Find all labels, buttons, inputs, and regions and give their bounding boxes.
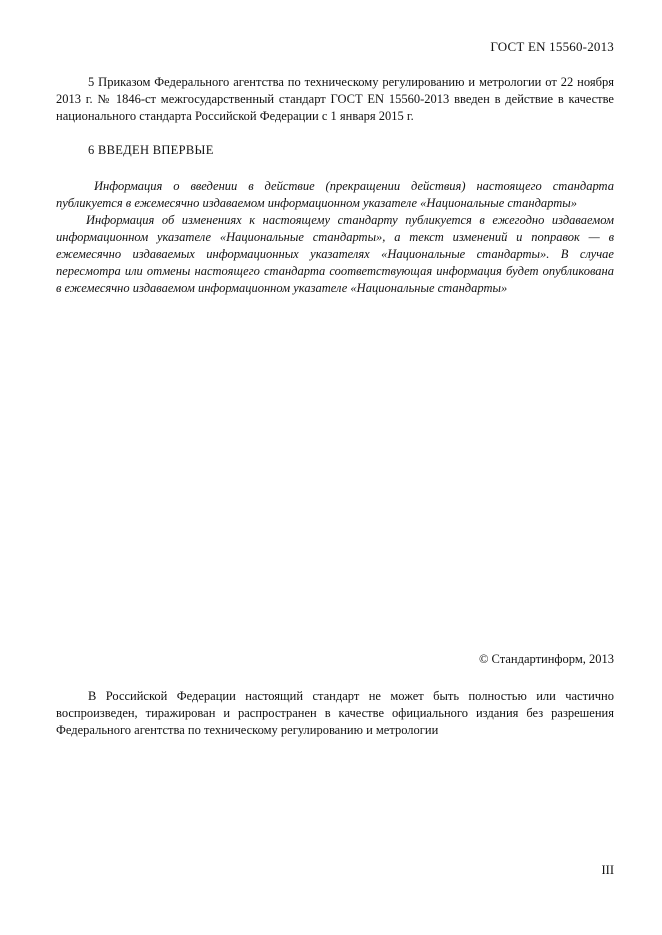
info-paragraph-introduction: Информация о введении в действие (прекращении действия) настоящего стандарта публикуется в ежемесячно издаваемом информационном указателе «Национальные стандарты» bbox=[56, 179, 614, 210]
copyright-notice: © Стандартинформ, 2013 bbox=[478, 652, 614, 666]
item-5-paragraph: 5 Приказом Федерального агентства по техническому регулированию и метрологии от 22 ноября 2013 г. № 1846-ст межгосударственный стандарт ГОСТ EN 15560-2013 введен в действие в качестве национального стандарта Российской Федерации с 1 января 2015 г. bbox=[56, 75, 614, 123]
item-6-paragraph: 6 ВВЕДЕН ВПЕРВЫЕ bbox=[88, 143, 214, 157]
page-number: III bbox=[601, 863, 614, 877]
info-section bbox=[56, 178, 614, 297]
reproduction-restriction-paragraph: В Российской Федерации настоящий стандарт не может быть полностью или частично воспроизведен, тиражирован и распространен в качестве официального издания без разрешения Федерального агентства по техническому регулированию и метрологии bbox=[56, 689, 614, 737]
info-paragraph-changes: Информация об изменениях к настоящему стандарту публикуется в ежегодно издаваемом информационном указателе «Национальные стандарты», а текст изменений и поправок — в ежемесячно издаваемых информационных указателях «Национальные стандарты». В случае пересмотра или отмены настоящего стандарта соответствующая информация будет опубликована в ежемесячно издаваемом информационном указателе «Национальные стандарты» bbox=[56, 213, 614, 295]
standard-code-header: ГОСТ EN 15560-2013 bbox=[490, 39, 614, 54]
